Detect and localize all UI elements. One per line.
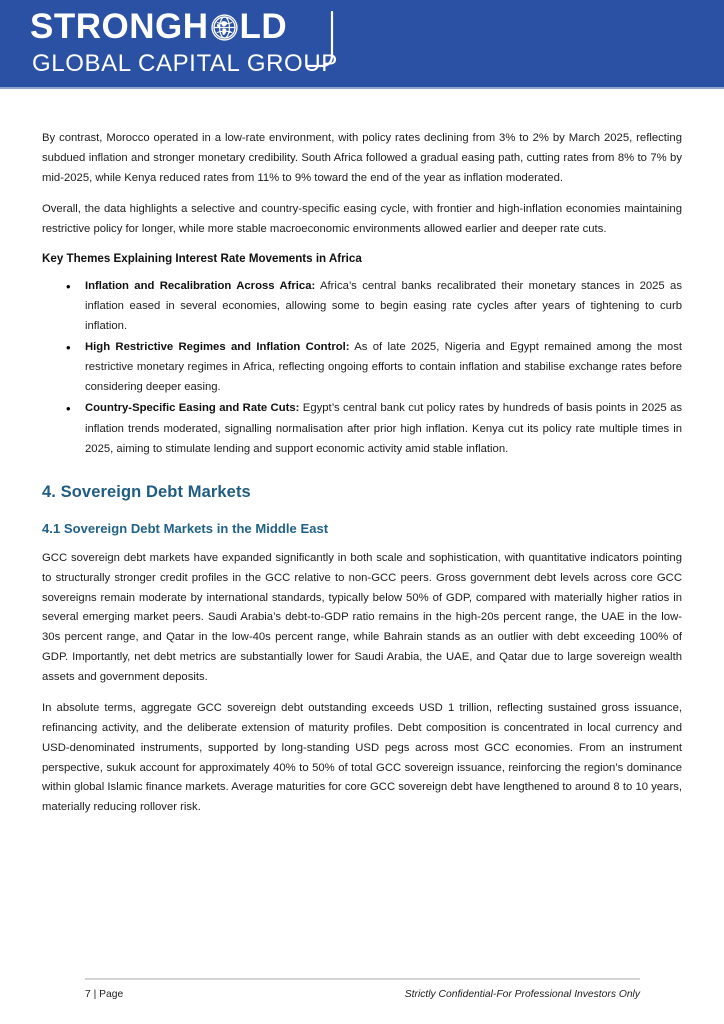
confidentiality-notice: Strictly Confidential-For Professional Investors Only xyxy=(404,989,640,1000)
paragraph-gcc-debt-profile: GCC sovereign debt markets have expanded significantly in both scale and sophistication, with quantitative indicators pointing to structurally stronger credit profiles in the GCC relative to non-GCC peers. Gross government debt levels across core GCC sovereigns remain moderate by international standards, typically below 50% of GDP, compared with materially higher ratios in several emerging market peers. Saudi Arabia’s debt-to-GDP ratio remains in the high-20s percent range, the UAE in the low-30s percent range, and Qatar in the low-40s percent range, while Bahrain stands as an outlier with debt exceeding 100% of GDP. Importantly, net debt metrics are substantially lower for Saudi Arabia, the UAE, and Qatar due to large sovereign wealth assets and government deposits. xyxy=(42,551,682,684)
list-item xyxy=(42,337,682,397)
logo-tagline: GLOBAL CAPITAL GROUP xyxy=(32,50,338,77)
footer-row xyxy=(85,989,640,1000)
list-item-text: As of late 2025, Nigeria and Egypt remained among the most restrictive monetary regimes in Africa, reflecting ongoing efforts to contain inflation and stabilise exchange rates before considering deeper easing. xyxy=(85,341,682,394)
key-themes-heading: Key Themes Explaining Interest Rate Movements in Africa xyxy=(42,252,362,266)
logo-wordmark-part2: LD xyxy=(239,7,288,46)
document-header-band xyxy=(0,0,724,87)
document-page xyxy=(0,87,724,1024)
bullet-dot-icon: • xyxy=(66,340,71,356)
logo-wordmark xyxy=(30,9,287,44)
list-item-text: Africa’s central banks recalibrated their monetary stances in 2025 as inflation eased in several economies, allowing some to begin easing rate cycles after years of tightening to curb inflation. xyxy=(85,279,682,333)
logo-wordmark-part1: STRONGH xyxy=(30,7,209,46)
document-footer xyxy=(85,978,640,1000)
bullet-dot-icon: • xyxy=(66,278,71,294)
list-item xyxy=(42,398,682,458)
logo-bracket-decoration xyxy=(306,11,386,81)
company-logo xyxy=(30,9,380,81)
list-item-lead: Inflation and Recalibration Across Africa: xyxy=(85,279,316,292)
list-item-lead: Country-Specific Easing and Rate Cuts: xyxy=(85,402,300,415)
list-item-text: Egypt’s central bank cut policy rates by hundreds of basis points in 2025 as inflation trends moderated, signalling normalisation after prior high inflation. Kenya cut its policy rate multiple times in 2025, aiming to stimulate lending and support economic activity amid stable inflation. xyxy=(85,402,682,455)
key-themes-list xyxy=(42,276,682,459)
paragraph-morocco-rates: By contrast, Morocco operated in a low-rate environment, with policy rates declining from 3% to 2% by March 2025, reflecting subdued inflation and stronger monetary credibility. South Africa followed a gradual easing path, cutting rates from 8% to 7% by mid-2025, while Kenya reduced rates from 11% to 9% toward the end of the year as inflation moderated. xyxy=(42,132,682,184)
list-item xyxy=(42,276,682,336)
bullet-dot-icon: • xyxy=(66,401,71,417)
page-number: 7 | Page xyxy=(85,989,124,1000)
list-item-lead: High Restrictive Regimes and Inflation Control: xyxy=(85,341,350,354)
section-subheading-middle-east: 4.1 Sovereign Debt Markets in the Middle East xyxy=(42,520,329,536)
section-heading-sovereign-debt-markets: 4. Sovereign Debt Markets xyxy=(42,482,251,501)
paragraph-gcc-debt-absolute-terms: In absolute terms, aggregate GCC sovereign debt outstanding exceeds USD 1 trillion, reflecting sustained gross issuance, refinancing activity, and the deliberate extension of maturity profiles. Debt composition is concentrated in local currency and USD-denominated instruments, supported by long-standing USD pegs across most GCC economies. From an instrument perspective, sukuk account for approximately 40% to 50% of total GCC sovereign issuance, reinforcing the region’s dominance within global Islamic finance markets. Average maturities for core GCC sovereign debt have lengthened to around 8 to 10 years, materially reducing rollover risk. xyxy=(42,701,682,814)
paragraph-easing-cycle-summary: Overall, the data highlights a selective and country-specific easing cycle, with frontier and high-inflation economies maintaining restrictive policy for longer, while more stable macroeconomic environments allowed earlier and deeper rate cuts. xyxy=(42,202,682,235)
footer-divider xyxy=(85,978,640,980)
globe-icon xyxy=(210,13,239,42)
document-content xyxy=(42,129,682,829)
